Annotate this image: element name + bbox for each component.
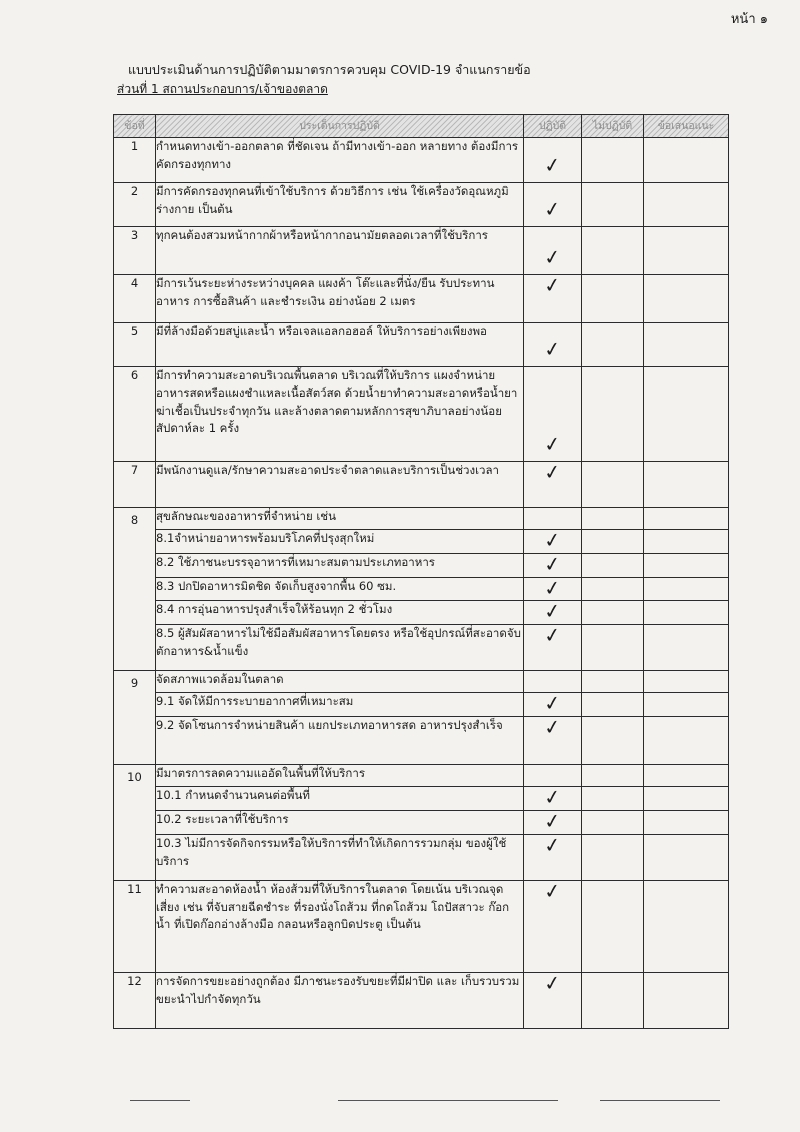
check-mark-icon: ✓: [542, 271, 563, 299]
complied-cell: [524, 183, 582, 227]
header-complied: ปฏิบัติ: [524, 115, 582, 138]
not-complied-cell: [582, 323, 644, 367]
subitem-text: 8.1จำหน่ายอาหารพร้อมบริโภคที่ปรุงสุกใหม่: [156, 530, 524, 554]
item-text: มีมาตรการลดความแออัดในพื้นที่ให้บริการ: [156, 765, 524, 787]
item-number: 8: [114, 508, 156, 671]
table-row: [114, 323, 729, 367]
table-row: [114, 275, 729, 323]
not-complied-cell: [582, 880, 644, 972]
suggestion-cell: [644, 553, 729, 577]
complied-cell: [524, 550, 582, 577]
complied-cell: [524, 765, 582, 787]
complied-cell: [524, 598, 582, 625]
not-complied-cell: [582, 275, 644, 323]
table-row: [114, 367, 729, 462]
check-mark-icon: ✓: [542, 244, 563, 271]
check-mark-icon: ✓: [542, 526, 563, 554]
table-header-row: [114, 115, 729, 138]
subitem-text: 9.1 จัดให้มีการระบายอากาศที่เหมาะสม: [156, 693, 524, 717]
header-item-no: ข้อที่: [114, 115, 156, 138]
subitem-text: 8.2 ใช้ภาชนะบรรจุอาหารที่เหมาะสมตามประเภทอาหาร: [156, 553, 524, 577]
not-complied-cell: [582, 717, 644, 765]
page-number: หน้า ๑: [730, 12, 768, 27]
not-complied-cell: [582, 227, 644, 275]
suggestion-cell: [644, 367, 729, 462]
complied-cell: [524, 271, 582, 323]
header-not-complied: ไม่ปฏิบัติ: [582, 115, 644, 138]
check-mark-icon: ✓: [542, 690, 563, 717]
not-complied-cell: [582, 787, 644, 811]
not-complied-cell: [582, 462, 644, 508]
table-row: [114, 765, 729, 787]
not-complied-cell: [582, 625, 644, 671]
table-row: [114, 227, 729, 275]
section-subtitle: ส่วนที่ 1 สถานประกอบการ/เจ้าของตลาด: [117, 82, 328, 96]
item-text: กำหนดทางเข้า-ออกตลาด ที่ชัดเจน ถ้ามีทางเข้า-ออก หลายทาง ต้องมีการคัดกรองทุกทาง: [156, 138, 524, 183]
table-subrow: [114, 717, 729, 765]
item-text: มีการเว้นระยะห่างระหว่างบุคคล แผงค้า โต๊ะและที่นั่ง/ยืน รับประทานอาหาร การซื้อสินค้า และชำระเงิน อย่างน้อย 2 เมตร: [156, 275, 524, 323]
table-row: [114, 508, 729, 530]
item-number: 2: [114, 183, 156, 227]
not-complied-cell: [582, 530, 644, 554]
check-mark-icon: ✓: [542, 431, 563, 458]
subitem-text: 8.3 ปกปิดอาหารมิดชิด จัดเก็บสูงจากพื้น 60 ซม.: [156, 577, 524, 601]
suggestion-cell: [644, 530, 729, 554]
complied-cell: [524, 323, 582, 367]
item-number: 10: [114, 765, 156, 881]
not-complied-cell: [582, 671, 644, 693]
complied-cell: [524, 458, 582, 508]
not-complied-cell: [582, 972, 644, 1028]
check-mark-icon: ✓: [542, 831, 563, 858]
not-complied-cell: [582, 183, 644, 227]
suggestion-cell: [644, 227, 729, 275]
suggestion-cell: [644, 275, 729, 323]
item-text: มีการทำความสะอาดบริเวณพื้นตลาด บริเวณที่ให้บริการ แผงจำหน่ายอาหารสดหรือแผงชำแหละเนื้อสัตว์สด ด้วยน้ำยาทำความสะอาดหรือน้ำยาฆ่าเชื้อเป็นประจำทุกวัน และล้างตลาดตามหลักการสุขาภิบาลอย่างน้อยสัปดาห์ละ 1 ครั้ง: [156, 367, 524, 462]
subitem-text: 10.2 ระยะเวลาที่ใช้บริการ: [156, 810, 524, 834]
suggestion-cell: [644, 323, 729, 367]
item-number: 6: [114, 367, 156, 462]
suggestion-cell: [644, 601, 729, 625]
table-subrow: [114, 553, 729, 577]
suggestion-cell: [644, 693, 729, 717]
subitem-text: 9.2 จัดโซนการจำหน่ายสินค้า แยกประเภทอาหารสด อาหารปรุงสำเร็จ: [156, 717, 524, 765]
item-text: จัดสภาพแวดล้อมในตลาด: [156, 671, 524, 693]
suggestion-cell: [644, 972, 729, 1028]
complied-cell: [524, 969, 582, 1028]
table-row: [114, 972, 729, 1028]
item-text: มีการคัดกรองทุกคนที่เข้าใช้บริการ ด้วยวิธีการ เช่น ใช้เครื่องวัดอุณหภูมิร่างกาย เป็นต้น: [156, 183, 524, 227]
subitem-text: 10.1 กำหนดจำนวนคนต่อพื้นที่: [156, 787, 524, 811]
not-complied-cell: [582, 367, 644, 462]
suggestion-cell: [644, 717, 729, 765]
not-complied-cell: [582, 810, 644, 834]
suggestion-cell: [644, 625, 729, 671]
not-complied-cell: [582, 508, 644, 530]
table-subrow: [114, 693, 729, 717]
complied-cell: [524, 526, 582, 554]
table-row: [114, 462, 729, 508]
complied-cell: [524, 622, 582, 671]
complied-cell: [524, 831, 582, 880]
item-text: สุขลักษณะของอาหารที่จำหน่าย เช่น: [156, 508, 524, 530]
item-text: การจัดการขยะอย่างถูกต้อง มีภาชนะรองรับขยะที่มีฝาปิด และ เก็บรวบรวมขยะนำไปกำจัดทุกวัน: [156, 972, 524, 1028]
suggestion-cell: [644, 577, 729, 601]
check-mark-icon: ✓: [542, 807, 563, 834]
not-complied-cell: [582, 765, 644, 787]
not-complied-cell: [582, 601, 644, 625]
not-complied-cell: [582, 577, 644, 601]
check-mark-icon: ✓: [542, 877, 563, 904]
complied-cell: [524, 574, 582, 601]
check-mark-icon: ✓: [542, 598, 563, 625]
table-subrow: [114, 577, 729, 601]
suggestion-cell: [644, 508, 729, 530]
complied-cell: [524, 508, 582, 530]
item-text: มีที่ล้างมือด้วยสบู่และน้ำ หรือเจลแอลกอฮอล์ ให้บริการอย่างเพียงพอ: [156, 323, 524, 367]
bottom-divider: [600, 1100, 720, 1101]
suggestion-cell: [644, 834, 729, 880]
complied-cell: [524, 671, 582, 693]
item-number: 1: [114, 138, 156, 183]
bottom-divider: [130, 1100, 190, 1101]
item-text: มีพนักงานดูแล/รักษาความสะอาดประจำตลาดและบริการเป็นช่วงเวลา: [156, 462, 524, 508]
subitem-text: 10.3 ไม่มีการจัดกิจกรรมหรือให้บริการที่ทำให้เกิดการรวมกลุ่ม ของผู้ใช้บริการ: [156, 834, 524, 880]
item-number: 9: [114, 671, 156, 765]
check-mark-icon: ✓: [542, 336, 563, 363]
table-row: [114, 880, 729, 972]
table-subrow: [114, 810, 729, 834]
complied-cell: [524, 784, 582, 811]
subitem-text: 8.4 การอุ่นอาหารปรุงสำเร็จให้ร้อนทุก 2 ชั่วโมง: [156, 601, 524, 625]
suggestion-cell: [644, 810, 729, 834]
check-mark-icon: ✓: [542, 196, 563, 223]
check-mark-icon: ✓: [542, 550, 563, 577]
item-number: 11: [114, 880, 156, 972]
suggestion-cell: [644, 787, 729, 811]
check-mark-icon: ✓: [542, 784, 563, 811]
check-mark-icon: ✓: [542, 714, 563, 741]
item-number: 4: [114, 275, 156, 323]
not-complied-cell: [582, 553, 644, 577]
suggestion-cell: [644, 765, 729, 787]
table-row: [114, 671, 729, 693]
subitem-text: 8.5 ผู้สัมผัสอาหารไม่ใช้มือสัมผัสอาหารโดยตรง หรือใช้อุปกรณ์ที่สะอาดจับ ตักอาหาร&น้ำแข็ง: [156, 625, 524, 671]
table-subrow: [114, 625, 729, 671]
check-mark-icon: ✓: [542, 574, 563, 601]
item-text: ทุกคนต้องสวมหน้ากากผ้าหรือหน้ากากอนามัยตลอดเวลาที่ใช้บริการ: [156, 227, 524, 275]
suggestion-cell: [644, 880, 729, 972]
complied-cell: [524, 807, 582, 834]
complied-cell: [524, 227, 582, 275]
header-suggestion: ข้อเสนอแนะ: [644, 115, 729, 138]
item-text: ทำความสะอาดห้องน้ำ ห้องส้วมที่ให้บริการในตลาด โดยเน้น บริเวณจุดเสี่ยง เช่น ที่จับสายฉีดชำระ ที่รองนั่งโถส้วม ที่กดโถส้วม โถปัสสาวะ ก๊อกน้ำ ที่เปิดก๊อกอ่างล้างมือ กลอนหรือลูกบิดประตู เป็นต้น: [156, 880, 524, 972]
bottom-divider: [338, 1100, 558, 1101]
complied-cell: [524, 714, 582, 765]
suggestion-cell: [644, 138, 729, 183]
not-complied-cell: [582, 834, 644, 880]
check-mark-icon: ✓: [542, 622, 563, 649]
table-subrow: [114, 530, 729, 554]
assessment-table: [113, 114, 729, 1029]
complied-cell: [524, 690, 582, 717]
table-row: [114, 183, 729, 227]
not-complied-cell: [582, 138, 644, 183]
suggestion-cell: [644, 462, 729, 508]
table-row: [114, 138, 729, 183]
header-practice: ประเด็นการปฏิบัติ: [156, 115, 524, 138]
suggestion-cell: [644, 183, 729, 227]
check-mark-icon: ✓: [542, 969, 563, 996]
item-number: 5: [114, 323, 156, 367]
item-number: 12: [114, 972, 156, 1028]
check-mark-icon: ✓: [542, 152, 563, 179]
item-number: 7: [114, 462, 156, 508]
table-subrow: [114, 601, 729, 625]
item-number: 3: [114, 227, 156, 275]
table-subrow: [114, 834, 729, 880]
complied-cell: [524, 367, 582, 462]
complied-cell: [524, 138, 582, 183]
check-mark-icon: ✓: [542, 458, 563, 486]
complied-cell: [524, 877, 582, 972]
table-subrow: [114, 787, 729, 811]
page-title: แบบประเมินด้านการปฏิบัติตามมาตรการควบคุม COVID-19 จำแนกรายข้อ: [128, 62, 531, 77]
suggestion-cell: [644, 671, 729, 693]
not-complied-cell: [582, 693, 644, 717]
